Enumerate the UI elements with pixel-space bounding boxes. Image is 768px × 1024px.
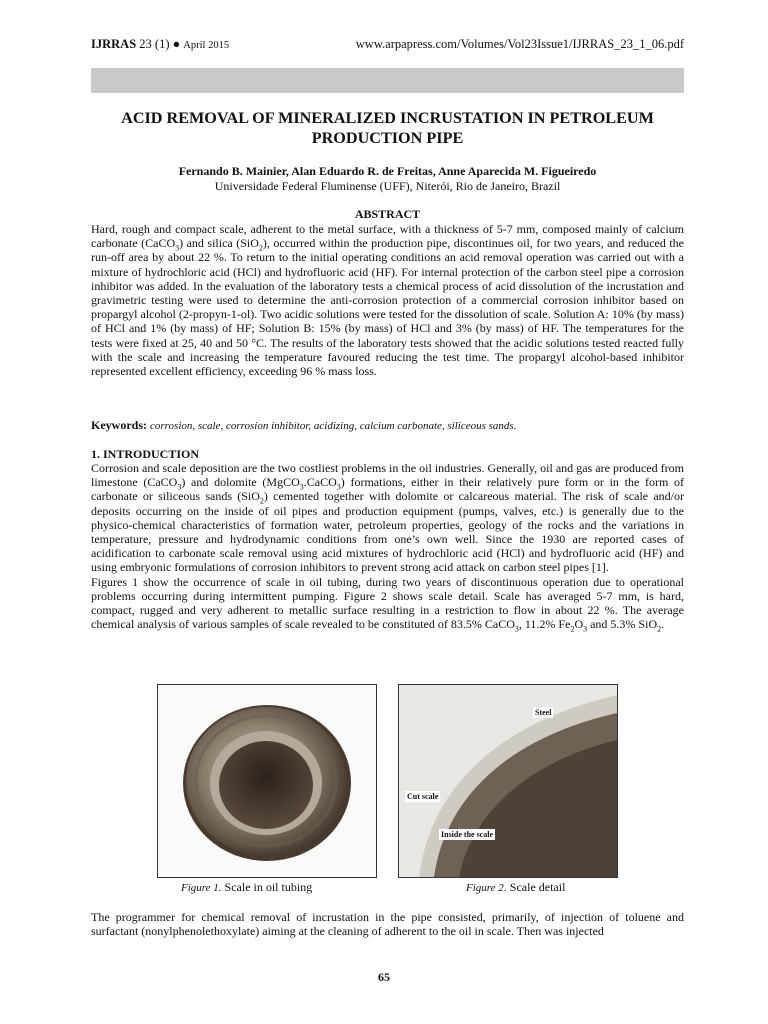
authors: Fernando B. Mainier, Alan Eduardo R. de Freitas, Anne Aparecida M. Figueiredo (178, 164, 597, 178)
figure-1-image (157, 684, 377, 878)
abstract-body: Hard, rough and compact scale, adherent to the metal surface, with a thickness of 5-7 mm, composed mainly of calcium carbonate (CaCO$_3$) and silica (SiO$_2$), occurred within the production pipe, discontinues oil, for two years, and reduced the run-off area by about 22 %. To return to the initial operating conditions an acid removal operation was carried out with a mixture of hydrochloric acid (HCl) and hydrofluoric acid (HF). For internal protection of the carbon steel pipe a corrosion inhibitor was added. In the evaluation of the laboratory tests a chemical process of acid dissolution of the incrustation and gravimetric testing were used to determine the anti-corrosion protection of a commercial corrosion inhibitor based on propargyl alcohol (2-propyn-1-ol). Two acidic solutions were tested for the dissolution of scale. Solution A: 10% (by mass) of HCl and 1% (by mass) of HF; Solution B: 15% (by mass) of HCl and 3% (by mass) of HF. The temperatures for the tests were fixed at 25, 40 and 50 °C. The results of the laboratory tests showed that the acidic solutions tested reacted fully with the scale and increasing the temperature favoured reducing the test time. The propargyl alcohol-based inhibitor represented excellent efficiency, exceeding 96 % mass loss. (91, 222, 684, 379)
bullet: ● (172, 37, 181, 51)
figure-2-image (398, 684, 618, 878)
keywords (91, 418, 684, 433)
keywords-list: corrosion, scale, corrosion inhibitor, acidizing, calcium carbonate, siliceous sands. (150, 420, 517, 432)
journal-url[interactable]: www.arpapress.com/Volumes/Vol23Issue1/IJRRAS_23_1_06.pdf (355, 37, 684, 51)
affiliation: Universidade Federal Fluminense (UFF), Niterói, Rio de Janeiro, Brazil (214, 179, 561, 193)
closing-paragraph: The programmer for chemical removal of incrustation in the pipe consisted, primarily, of injection of toluene and surfactant (nonylphenolethoxylate) aiming at the cleaning of adherent to the oil in scale. Then was injected (91, 910, 684, 939)
journal-citation (91, 37, 229, 52)
intro-paragraph-2: Figures 1 show the occurrence of scale in oil tubing, during two years of discontinuous operation due to operational problems occurring during intermittent pumping. Figure 2 shows scale detail. Scale has averaged 5-7 mm, is hard, compact, rugged and very adherent to metallic surface resulting in a restriction to flow in about 22 %. The average chemical analysis of various samples of scale revealed to be constituted of 83.5% CaCO$_3$, 11.2% $Fe_2O_3$ and 5.3% SiO$_2$. (91, 574, 684, 634)
journal-name: IJRRAS (91, 37, 137, 51)
journal-date: April 2015 (183, 40, 230, 51)
figure-2-caption: Figure 2. Scale detail (466, 880, 566, 894)
figure-2-tag-cut-scale: Cut scale (407, 792, 439, 801)
header-bar (91, 68, 684, 93)
intro-paragraph-1: Corrosion and scale deposition are the two costliest problems in the oil industries. Generally, oil and gas are produced from limestone (CaCO$_3$) and dolomite (MgCO$_3$.CaCO$_3$) formations, either in their relatively pure form or in the form of carbonate or siliceous sands (SiO$_2$) cemented together with dolomite or calcareous material. The risk of scale and/or deposits occurring on the inside of oil pipes and production equipment (pumps, valves, etc.) is generally due to the physico-chemical characteristics of formation water, petroleum properties, geology of the rocks and the variations in temperature, pressure and hydrodynamic conditions from one’s own well. Since the 1930 are reported cases of acidification to carbonate scale removal using acid mixtures of hydrochloric acid (HCl) and hydrofluoric acid (HF) and using embryonic formulations of corrosion inhibitors to prevent strong acid attack on carbon steel pipes [1]. (91, 461, 684, 575)
figure-2-tag-inside-scale: Inside the scale (441, 830, 493, 839)
page-number: 65 (378, 970, 390, 984)
running-header (91, 37, 684, 53)
introduction-body (91, 461, 684, 634)
journal-issue: 23 (1) (139, 37, 170, 51)
figure-1-caption: Figure 1. Scale in oil tubing (181, 880, 313, 894)
figure-2-tag-steel: Steel (535, 708, 552, 717)
section-heading: 1. INTRODUCTION (91, 447, 200, 461)
paper-title: ACID REMOVAL OF MINERALIZED INCRUSTATION IN PETROLEUM PRODUCTION PIPE (121, 109, 654, 147)
keywords-label: Keywords: (91, 418, 147, 432)
abstract-heading: ABSTRACT (354, 207, 421, 221)
